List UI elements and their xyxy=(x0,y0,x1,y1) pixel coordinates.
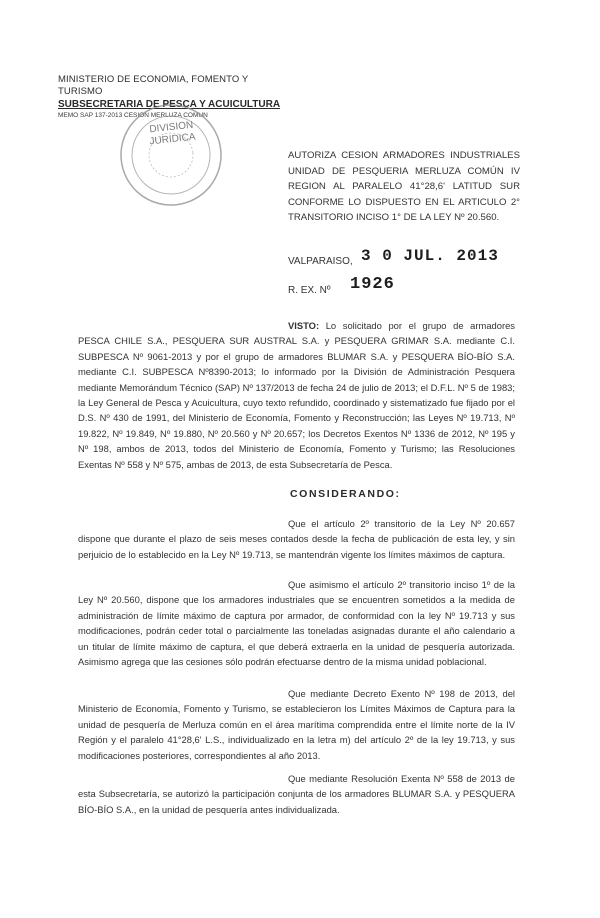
considerando-4 xyxy=(78,771,515,817)
visto-lead: VISTO: xyxy=(288,320,320,331)
considerando-1 xyxy=(78,516,515,562)
considerando-2 xyxy=(78,577,515,669)
considerando-3 xyxy=(78,686,515,763)
resolution-number: 1926 xyxy=(350,275,395,294)
considerando-2-text: Que asimismo el artículo 2º transitorio inciso 1º de la Ley Nº 20.560, dispone que los armadores industriales que se encuentren sometidos a la medida de administración de límite máximo de captura por armador, de conformidad con la ley Nº 19.713 y sus modificaciones, podrán ceder total o parcialmente las toneladas asignadas durante el año calendario a un titular de límite máximo de captura, el que deberá extraerla en la unidad de pesquería autorizada. Asimismo agrega que las cesiones sólo podrán efectuarse dentro de la misma unidad poblacional. xyxy=(78,579,515,668)
subsecretaria-name: SUBSECRETARIA DE PESCA Y ACUICULTURA xyxy=(58,99,281,110)
considerando-heading: CONSIDERANDO: xyxy=(290,488,401,500)
considerando-4-text: Que mediante Resolución Exenta Nº 558 de 2013 de esta Subsecretaría, se autorizó la participación conjunta de los armadores BLUMAR S.A. y PESQUERA BÍO-BÍO S.A., en la unidad de pesquería antes individualizada. xyxy=(78,773,515,815)
ministry-name: MINISTERIO DE ECONOMIA, FOMENTO Y TURISMO xyxy=(58,74,249,97)
considerando-1-text: Que el artículo 2º transitorio de la Ley Nº 20.657 dispone que durante el plazo de seis meses contados desde la fecha de publicación de esta ley, y sin perjuicio de lo establecido en la Ley Nº 19.713, se mantendrán vigente los límites máximos de captura. xyxy=(78,518,515,560)
considerando-3-text: Que mediante Decreto Exento Nº 198 de 2013, del Ministerio de Economía, Fomento y Turismo, se establecieron los Límites Máximos de Captura para la unidad de pesquería de Merluza común en el área marítima comprendida entre el límite norte de la IV Región y el paralelo 41°28,6' L.S., individualizado en la letra m) del artículo 2º de la ley 19.713, y sus modificaciones posteriores, correspondientes al año 2013. xyxy=(78,688,515,761)
stamp-line-1: DIVISION xyxy=(148,119,194,136)
memo-reference: MEMO SAP 137-2013 CESION MERLUZA COMUN xyxy=(58,112,208,119)
resolution-label: R. EX. Nº xyxy=(288,285,331,296)
place-label: VALPARAISO, xyxy=(288,256,353,267)
stamp-line-2: JURIDICA xyxy=(149,131,197,148)
division-juridica-stamp-icon xyxy=(113,97,229,213)
resolution-subject: AUTORIZA CESION ARMADORES INDUSTRIALES UNIDAD DE PESQUERIA MERLUZA COMÚN IV REGION AL PARALELO 41°28,6' LATITUD SUR CONFORME LO DISPUESTO EN EL ARTICULO 2° TRANSITORIO INCISO 1° DE LA LEY Nº 20.560. xyxy=(288,150,520,224)
visto-paragraph xyxy=(78,318,515,472)
date-stamp: 3 0 JUL. 2013 xyxy=(361,247,499,265)
visto-text: Lo solicitado por el grupo de armadores PESCA CHILE S.A., PESQUERA SUR AUSTRAL S.A. y PESQUERA GRIMAR S.A. mediante C.I. SUBPESCA Nº 9061-2013 y por el grupo de armadores BLUMAR S.A. y PESQUERA BÍO-BÍO S.A. mediante C.I. SUBPESCA Nº8390-2013; lo informado por la División de Administración Pesquera mediante Memorándum Técnico (SAP) Nº 137/2013 de fecha 24 de julio de 2013; el D.F.L. Nº 5 de 1983; la Ley General de Pesca y Acuicultura, cuyo texto refundido, coordinado y sistematizado fue fijado por el D.S. Nº 430 de 1991, del Ministerio de Economía, Fomento y Reconstrucción; las Leyes Nº 19.713, Nº 19.822, Nº 19.849, Nº 19.880, Nº 20.560 y Nº 20.657; los Decretos Exentos Nº 1336 de 2012, Nº 195 y Nº 198, ambos de 2013, todos del Ministerio de Economía, Fomento y Turismo; las Resoluciones Exentas Nº 558 y Nº 575, ambas de 2013, de esta Subsecretaría de Pesca. xyxy=(78,320,515,470)
